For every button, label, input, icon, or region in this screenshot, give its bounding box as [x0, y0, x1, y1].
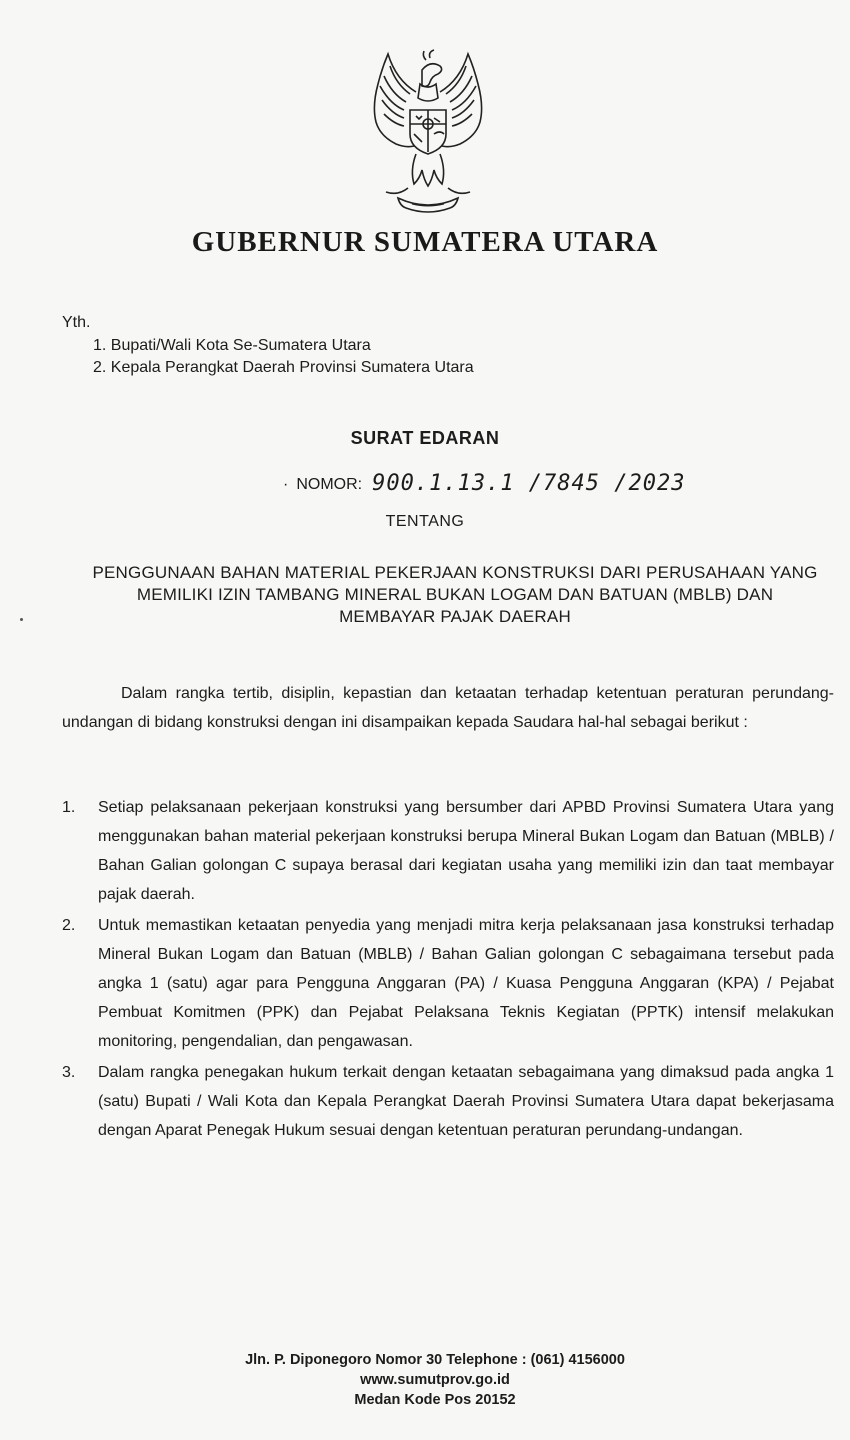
list-item-text: Setiap pelaksanaan pekerjaan konstruksi yang bersumber dari APBD Provinsi Sumatera Utara yang menggunakan bahan material pekerjaan konstruksi berupa Mineral Bukan Logam dan Batuan (MBLB) / Bahan Galian golongan C supaya berasal dari kegiatan usaha yang memiliki izin dan taat membayar pajak daerah.: [98, 799, 834, 903]
list-item-number: 1.: [62, 799, 76, 816]
recipient-item: 1. Bupati/Wali Kota Se-Sumatera Utara: [93, 337, 371, 354]
recipient-item: 2. Kepala Perangkat Daerah Provinsi Sumatera Utara: [93, 359, 474, 376]
list-item-text: Dalam rangka penegakan hukum terkait dengan ketaatan sebagaimana yang dimaksud pada angka 1 (satu) Bupati / Wali Kota dan Kepala Perangkat Daerah Provinsi Sumatera Utara dapat bekerjasama dengan Aparat Penegak Hukum sesuai dengan ketentuan peraturan perundang-undangan.: [98, 1064, 834, 1139]
letter-type-title: SURAT EDARAN: [350, 428, 500, 448]
governor-letterhead-title: GUBERNUR SUMATERA UTARA: [191, 226, 659, 258]
list-item-number: 3.: [62, 1064, 76, 1081]
list-item-number: 2.: [62, 917, 76, 934]
recipient-list: [93, 335, 474, 379]
salutation: Yth.: [62, 314, 91, 331]
subject-line: PENGGUNAAN BAHAN MATERIAL PEKERJAAN KONSTRUKSI DARI PERUSAHAAN YANG: [92, 563, 818, 582]
footer-website: www.sumutprov.go.id: [360, 1372, 510, 1388]
footer-postal: Medan Kode Pos 20152: [354, 1392, 516, 1408]
subject-line: MEMBAYAR PAJAK DAERAH: [339, 607, 571, 626]
garuda-emblem-icon: [360, 48, 496, 220]
list-item: [62, 911, 834, 1056]
instruction-list: [62, 793, 834, 1147]
letterhead-footer: [0, 1350, 850, 1410]
bullet-dot-icon: ·: [283, 476, 289, 493]
footer-address: Jln. P. Diponegoro Nomor 30 Telephone : (061) 4156000: [245, 1352, 625, 1368]
list-item-text: Untuk memastikan ketaatan penyedia yang menjadi mitra kerja pelaksanaan jasa konstruksi terhadap Mineral Bukan Logam dan Batuan (MBLB) / Bahan Galian golongan C sebagaimana tersebut pada angka 1 (satu) agar para Pengguna Anggaran (PA) / Kuasa Pengguna Anggaran (KPA) / Pejabat Pembuat Komitmen (PPK) dan Pejabat Pelaksana Teknis Kegiatan (PPTK) intensif melakukan monitoring, pengendalian, dan pengawasan.: [98, 917, 834, 1050]
tentang-label: TENTANG: [385, 513, 465, 530]
subject-line: MEMILIKI IZIN TAMBANG MINERAL BUKAN LOGAM DAN BATUAN (MBLB) DAN: [136, 585, 774, 604]
letter-number: [283, 470, 686, 495]
list-item: [62, 793, 834, 909]
scan-speck: [20, 618, 23, 621]
letter-number-label: NOMOR:: [296, 476, 363, 493]
intro-paragraph: Dalam rangka tertib, disiplin, kepastian dan ketaatan terhadap ketentuan peraturan perundang-undangan di bidang konstruksi dengan ini disampaikan kepada Saudara hal-hal sebagai berikut :: [62, 685, 834, 731]
list-item: [62, 1058, 834, 1145]
letter-subject: [60, 562, 850, 628]
letter-number-value: 900.1.13.1 /7845 /2023: [372, 471, 686, 496]
